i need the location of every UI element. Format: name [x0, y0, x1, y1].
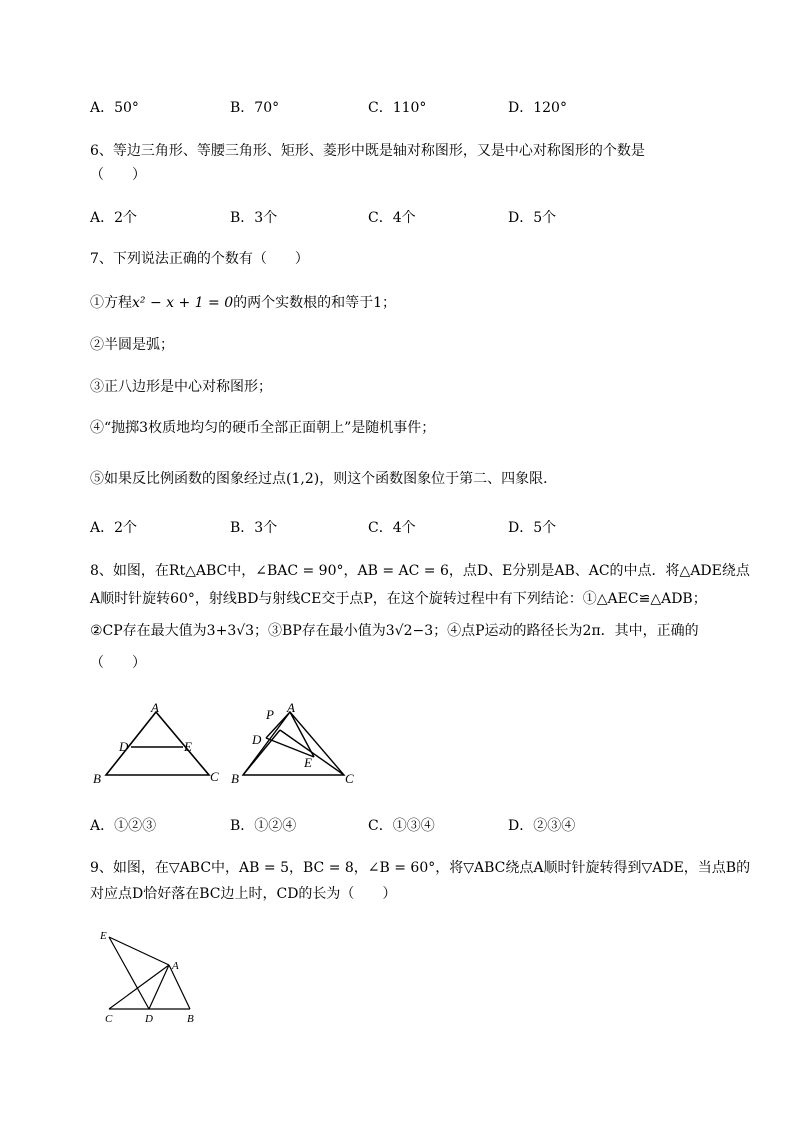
q6-option-c[interactable]: C．4个: [368, 210, 416, 226]
q5-option-a[interactable]: A．50°: [90, 100, 139, 116]
q8-fig2-label-c: C: [345, 771, 354, 786]
q9-label-b: B: [187, 1013, 194, 1025]
q8-option-c[interactable]: C．①③④: [368, 818, 435, 834]
q8-fig2-ray-bp: [243, 730, 280, 775]
q6-options: [90, 208, 730, 228]
q8-fig1-label-a: A: [151, 700, 159, 715]
q8-fig2-label-e: E: [304, 755, 312, 770]
q7-item-4: ④“抛掷3枚质地均匀的硬币全部正面朝上”是随机事件；: [90, 420, 436, 436]
q8-answer-paren: （ ）: [90, 655, 146, 671]
q7-item-1: [90, 293, 396, 313]
q6-option-a[interactable]: A．2个: [90, 210, 138, 226]
q7-option-d[interactable]: D．5个: [508, 520, 557, 536]
q7-item-2: ②半圆是弧；: [90, 337, 174, 353]
q9-figure: [95, 925, 215, 1025]
q5-option-c[interactable]: C．110°: [368, 100, 427, 116]
q8-option-a[interactable]: A．①②③: [90, 818, 157, 834]
q9-label-a: A: [172, 960, 179, 972]
q9-segment-ca: [109, 965, 169, 1009]
q7-options: [90, 518, 730, 538]
q8-options: [90, 816, 730, 836]
q9-label-c: C: [105, 1013, 113, 1025]
q8-fig1-label-e: E: [184, 739, 192, 754]
q8-option-d[interactable]: D．②③④: [508, 818, 576, 834]
q8-line-2: A顺时针旋转60°，射线BD与射线CE交于点P，在这个旋转过程中有下列结论：①△AEC≌△ADB；: [90, 591, 707, 607]
q6-answer-paren: （ ）: [90, 167, 146, 183]
q7-option-c[interactable]: C．4个: [368, 520, 416, 536]
q6-option-d[interactable]: D．5个: [508, 210, 557, 226]
q7-option-a[interactable]: A．2个: [90, 520, 138, 536]
q5-options: [90, 98, 730, 118]
q8-line-3: ②CP存在最大值为3+3√3；③BP存在最小值为3√2−3；④点P运动的路径长为2π．其中，正确的: [90, 623, 699, 639]
q7-item-3: ③正八边形是中心对称图形；: [90, 379, 272, 395]
q9-segment-ed: [109, 937, 149, 1009]
q8-fig1-label-b: B: [93, 771, 101, 786]
q8-fig1-label-d: D: [119, 739, 129, 754]
q7-item-5: ⑤如果反比例函数的图象经过点(1,2)，则这个函数图象位于第二、四象限．: [90, 471, 558, 487]
q5-option-b[interactable]: B．70°: [230, 100, 280, 116]
q9-label-e: E: [100, 930, 107, 942]
q9-line-1: 9、如图，在▽ABC中，AB = 5，BC = 8，∠B = 60°，将▽ABC绕点A顺时针旋转得到▽ADE，当点B的: [90, 860, 751, 876]
q8-fig1-label-c: C: [210, 769, 219, 784]
q9-line-2: 对应点D恰好落在BC边上时，CD的长为（ ）: [90, 886, 397, 902]
q8-line-1: 8、如图，在Rt△ABC中，∠BAC = 90°，AB = AC = 6，点D、E分别是AB、AC的中点．将△ADE绕点: [90, 563, 750, 579]
q6-stem: 6、等边三角形、等腰三角形、矩形、菱形中既是轴对称图形，又是中心对称图形的个数是: [90, 143, 645, 159]
q8-figures: [80, 695, 380, 795]
q8-option-b[interactable]: B．①②④: [230, 818, 297, 834]
q7-item-1-equation: x² − x + 1 = 0: [132, 295, 234, 311]
q6-option-b[interactable]: B．3个: [230, 210, 278, 226]
q8-fig2-label-b: B: [231, 771, 239, 786]
q5-option-d[interactable]: D．120°: [508, 100, 567, 116]
q8-fig2-label-p: P: [266, 707, 274, 722]
q8-fig2-label-a: A: [287, 700, 295, 715]
q9-segment-ea: [109, 937, 169, 965]
q9-label-d: D: [145, 1013, 153, 1025]
q8-fig2-label-d: D: [252, 732, 262, 747]
q8-fig2-segment-ae: [290, 712, 314, 757]
q7-option-b[interactable]: B．3个: [230, 520, 278, 536]
q7-stem: 7、下列说法正确的个数有（ ）: [90, 251, 309, 267]
q7-item-1-pre: ①方程: [90, 295, 132, 311]
q7-item-1-post: 的两个实数根的和等于1；: [233, 295, 397, 311]
